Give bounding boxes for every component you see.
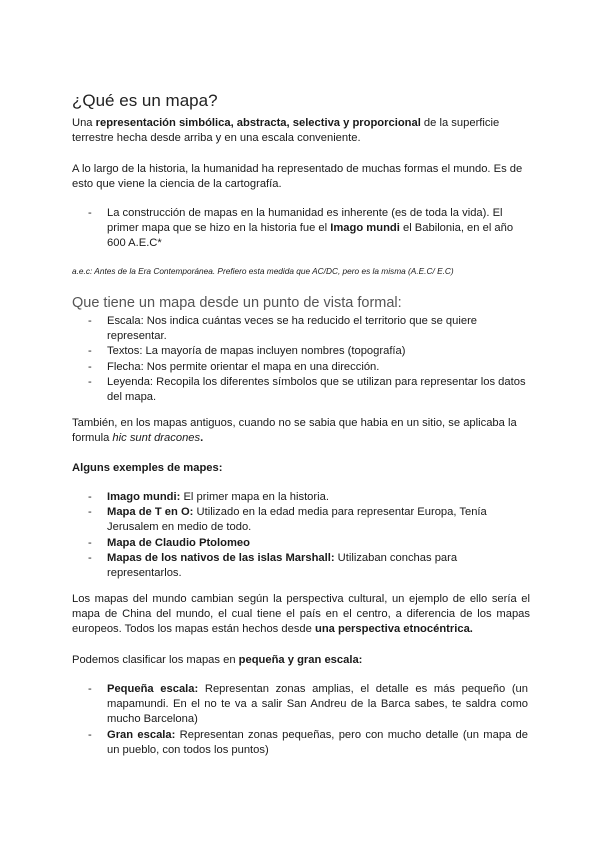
list-item: - Flecha: Nos permite orientar el mapa en una dirección. bbox=[88, 360, 528, 375]
list-item bbox=[88, 505, 528, 535]
list-item bbox=[88, 490, 528, 505]
intro-paragraph bbox=[72, 116, 530, 146]
scale-intro-text: Podemos clasificar los mapas en bbox=[72, 654, 239, 666]
cultural-text: Los mapas del mundo cambian según la perspectiva cultural, un ejemplo de ello sería el mapa de China del mundo, el cual tiene el país en el centro, a diferencia de los mapas europeos. Todos los mapas están hechos desde bbox=[72, 593, 530, 636]
list-item bbox=[88, 728, 528, 758]
list-item-bold: Gran escala: bbox=[107, 728, 176, 741]
examples-list bbox=[88, 490, 528, 581]
scale-intro bbox=[72, 653, 530, 668]
intro-text-end: de la superficie terrestre hecha desde arriba y en una escala conveniente. bbox=[72, 117, 500, 145]
list-item-text-end: el Babilonia, en el año 600 A.E.C* bbox=[107, 222, 514, 250]
list-item bbox=[88, 536, 528, 551]
history-list bbox=[88, 206, 528, 252]
formal-list bbox=[88, 314, 528, 405]
cultural-bold: una perspectiva etnocéntrica. bbox=[314, 623, 473, 636]
scale-intro-bold: pequeña y gran escala: bbox=[238, 654, 363, 666]
list-item-bold: Mapas de los nativos de las islas Marshall: bbox=[107, 551, 335, 564]
list-item-bold: Pequeña escala: bbox=[107, 683, 199, 695]
page-title: ¿Qué es un mapa? bbox=[72, 91, 218, 110]
list-item bbox=[88, 682, 528, 728]
list-item-bold: Mapa de T en O: bbox=[107, 506, 194, 519]
dracones-italic: hic sunt dracones bbox=[112, 432, 201, 445]
list-item bbox=[88, 206, 528, 252]
dracones-text: También, en los mapas antiguos, cuando no se sabia que habia en un sitio, se aplicaba la formula bbox=[72, 417, 517, 445]
intro-bold: representación simbólica, abstracta, selectiva y proporcional bbox=[95, 117, 421, 129]
list-item-text: La construcción de mapas en la humanidad es inherente (es de toda la vida). El primer mapa que se hizo en la historia fue el bbox=[107, 207, 503, 235]
list-item-text: Utilizado en la edad media para representar Europa, Tenía Jerusalem en medio de todo. bbox=[107, 506, 487, 534]
list-item: - Leyenda: Recopila los diferentes símbolos que se utilizan para representar los datos del mapa. bbox=[88, 375, 528, 405]
list-item-text: Utilizaban conchas para representarlos. bbox=[107, 551, 458, 580]
list-item bbox=[88, 551, 528, 581]
dracones-end: . bbox=[200, 432, 204, 445]
history-paragraph: A lo largo de la historia, la humanidad ha representado de muchas formas el mundo. Es de esto que viene la ciencia de la cartografía. bbox=[72, 163, 523, 191]
dracones-paragraph bbox=[72, 416, 530, 446]
list-item: - Escala: Nos indica cuántas veces se ha reducido el territorio que se quiere representar. bbox=[88, 314, 528, 344]
examples-heading-text: Alguns exemples de mapes: bbox=[72, 462, 223, 474]
list-item-text: El primer mapa en la historia. bbox=[180, 491, 329, 503]
scale-list bbox=[88, 682, 528, 758]
examples-heading bbox=[72, 461, 530, 476]
list-item-bold: Mapa de Claudio Ptolomeo bbox=[107, 536, 250, 549]
list-item-text: Representan zonas pequeñas, pero con mucho detalle (un mapa de un pueblo, con todos los puntos) bbox=[107, 728, 529, 756]
cultural-paragraph bbox=[72, 592, 530, 638]
list-item: - Textos: La mayoría de mapas incluyen nombres (topografía) bbox=[88, 344, 528, 359]
formal-heading: Que tiene un mapa desde un punto de vista formal: bbox=[72, 295, 402, 311]
list-item-bold: Imago mundi: bbox=[107, 491, 181, 503]
intro-text: Una bbox=[72, 117, 96, 129]
list-item-bold: Imago mundi bbox=[330, 222, 400, 235]
list-item-text: Representan zonas amplias, el detalle es más pequeño (un mapamundi. En el no te va a salir San Andreu de la Barca sabes, te saldra como mucho Barcelona) bbox=[107, 683, 528, 726]
footnote: a.e.c: Antes de la Era Contemporánea. Prefiero esta medida que AC/DC, pero es la misma (A.E.C/ E.C) bbox=[72, 266, 454, 276]
